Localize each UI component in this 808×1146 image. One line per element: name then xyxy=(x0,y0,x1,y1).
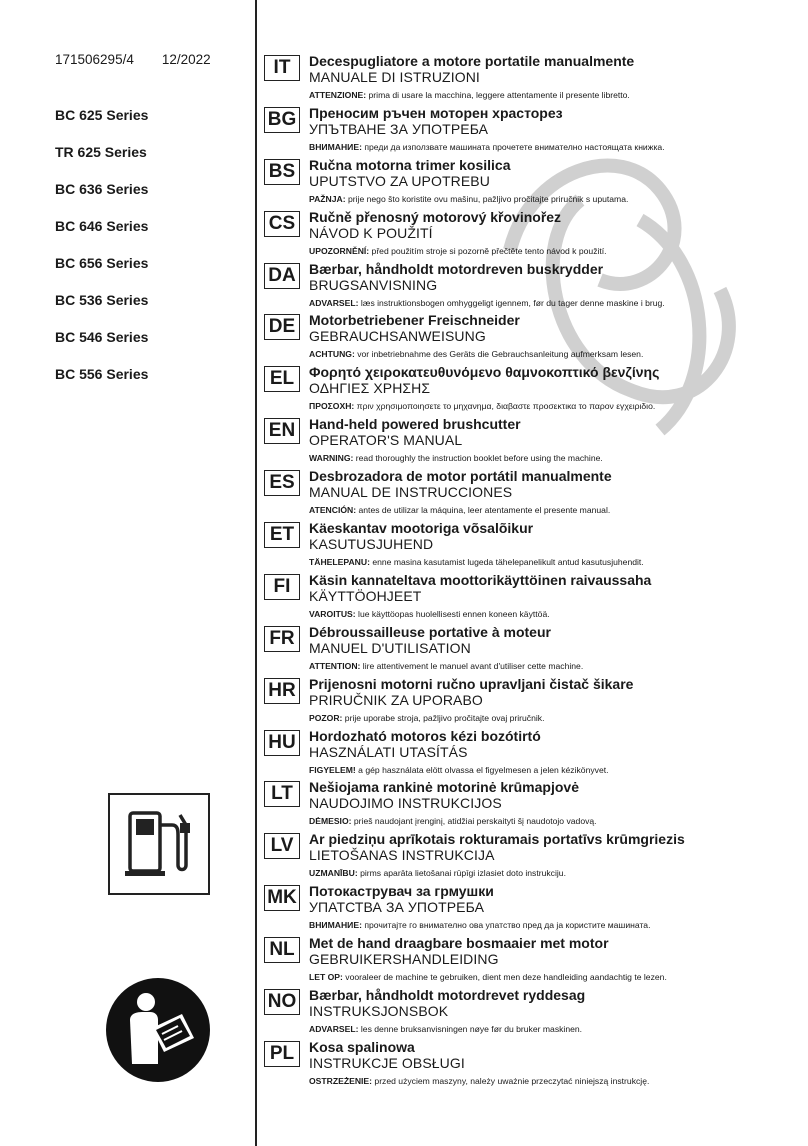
manual-title: УПЪТВАНЕ ЗА УПОТРЕБА xyxy=(309,120,489,137)
product-title: Débroussailleuse portative à moteur xyxy=(309,623,551,640)
manual-title: LIETOŠANAS INSTRUKCIJA xyxy=(309,847,495,864)
language-code: ET xyxy=(264,522,300,548)
column-divider xyxy=(255,0,257,1146)
language-code: CS xyxy=(264,211,300,237)
language-block-pl xyxy=(264,1039,804,1091)
warning-note xyxy=(309,557,644,567)
warning-label: PAŽNJA: xyxy=(309,193,346,204)
document-reference xyxy=(55,52,239,67)
warning-note xyxy=(309,920,650,930)
series-item: BC 656 Series xyxy=(55,255,149,271)
warning-note xyxy=(309,142,665,152)
document-date: 12/2022 xyxy=(161,52,211,67)
warning-label: ADVARSEL: xyxy=(309,1024,359,1035)
document-number: 171506295/4 xyxy=(55,52,134,67)
language-code: IT xyxy=(264,55,300,81)
language-code: EN xyxy=(264,418,300,444)
language-block-en xyxy=(264,416,804,468)
language-block-nl xyxy=(264,935,804,987)
warning-text: прочитајте го внимателно ова упатство пред да ја користите машината. xyxy=(361,920,651,931)
language-block-cs xyxy=(264,209,804,261)
language-block-mk xyxy=(264,883,804,935)
language-code: FI xyxy=(264,574,300,600)
warning-text: prieš naudojant įrenginį, atidžiai perskaityti šį naudotojo vadovą. xyxy=(351,816,597,827)
warning-text: les denne bruksanvisningen nøye før du bruker maskinen. xyxy=(358,1024,583,1035)
manual-title: HASZNÁLATI UTASÍTÁS xyxy=(309,743,468,760)
language-code: EL xyxy=(264,366,300,392)
manual-title: KASUTUSJUHEND xyxy=(309,536,434,553)
warning-note xyxy=(309,609,550,619)
product-title: Käsin kannateltava moottorikäyttöinen raivaussaha xyxy=(309,571,652,588)
warning-note xyxy=(309,713,544,723)
warning-label: ВНИМАНИЕ: xyxy=(309,141,362,152)
warning-label: DĖMESIO: xyxy=(309,816,352,827)
product-title: Hand-held powered brushcutter xyxy=(309,416,521,433)
warning-note xyxy=(309,90,630,100)
read-manual-icon xyxy=(106,978,210,1082)
series-item: BC 636 Series xyxy=(55,181,149,197)
language-block-fr xyxy=(264,624,804,676)
language-code: DA xyxy=(264,263,300,289)
manual-title: INSTRUKCJE OBSŁUGI xyxy=(309,1054,465,1071)
language-block-es xyxy=(264,468,804,520)
product-title: Hordozható motoros kézi bozótirtó xyxy=(309,727,541,744)
series-item: BC 556 Series xyxy=(55,366,149,382)
product-title: Nešiojama rankinė motorinė krūmapjovė xyxy=(309,779,579,796)
manual-title: GEBRAUCHSANWEISUNG xyxy=(309,328,486,345)
language-block-el xyxy=(264,364,804,416)
warning-text: enne masina kasutamist lugeda tähelepanelikult antud kasutusjuhendit. xyxy=(369,557,644,568)
language-block-no xyxy=(264,987,804,1039)
series-item: BC 646 Series xyxy=(55,218,149,234)
warning-label: UZMANĪBU: xyxy=(309,868,358,879)
product-title: Met de hand draagbare bosmaaier met motor xyxy=(309,935,609,952)
warning-label: TÄHELEPANU: xyxy=(309,557,370,568)
warning-label: ATTENTION: xyxy=(309,660,361,671)
warning-label: ATTENZIONE: xyxy=(309,90,367,100)
product-title: Prijenosni motorni ručno upravljani čistač šikare xyxy=(309,675,634,692)
manual-title: UPUTSTVO ZA UPOTREBU xyxy=(309,172,490,189)
warning-text: lire attentivement le manuel avant d'utiliser cette machine. xyxy=(360,660,584,671)
warning-label: VAROITUS: xyxy=(309,608,356,619)
series-item: BC 536 Series xyxy=(55,292,149,308)
manual-title: MANUEL D'UTILISATION xyxy=(309,639,471,656)
language-code: NO xyxy=(264,989,300,1015)
manual-title: BRUGSANVISNING xyxy=(309,276,438,293)
warning-text: преди да използвате машината прочетете внимателно настоящата книжка. xyxy=(361,141,665,152)
language-code: FR xyxy=(264,626,300,652)
warning-note xyxy=(309,349,643,359)
manual-title: OPERATOR'S MANUAL xyxy=(309,432,463,449)
warning-note xyxy=(309,868,566,878)
language-code: BS xyxy=(264,159,300,185)
warning-label: FIGYELEM! xyxy=(309,764,356,775)
language-code: ES xyxy=(264,470,300,496)
manual-title: GEBRUIKERSHANDLEIDING xyxy=(309,951,499,968)
warning-note xyxy=(309,661,583,671)
manual-title: ΟΔΗΓΙΕΣ ΧΡΗΣΗΣ xyxy=(309,380,431,397)
warning-text: antes de utilizar la máquina, leer atentamente el presente manual. xyxy=(356,505,611,516)
warning-text: przed użyciem maszyny, należy uważnie przeczytać niniejszą instrukcję. xyxy=(372,1075,650,1086)
language-code: HU xyxy=(264,730,300,756)
language-block-bg xyxy=(264,105,804,157)
language-block-hr xyxy=(264,676,804,728)
product-title: Φορητό χειροκατευθυνόμενο θαμνοκοπτικό βενζίνης xyxy=(309,364,660,381)
warning-text: πριν χρησιμοποιησετε το μηχανημα, διαβαστε προσεκτικα το παρον εγχειριδιο. xyxy=(354,401,656,412)
product-title: Bærbar, håndholdt motordrevet ryddesag xyxy=(309,987,586,1004)
fuel-pump-icon xyxy=(108,793,210,895)
warning-label: ВНИМАНИЕ: xyxy=(309,920,362,931)
language-code: BG xyxy=(264,107,300,133)
language-block-lt xyxy=(264,779,804,831)
warning-text: læs instruktionsbogen omhyggeligt igennem, før du tager denne maskine i brug. xyxy=(358,297,665,308)
warning-note xyxy=(309,194,628,204)
warning-note xyxy=(309,1076,649,1086)
language-code: HR xyxy=(264,678,300,704)
series-item: BC 625 Series xyxy=(55,107,149,123)
warning-text: prije nego što koristite ovu mašinu, pažljivo pročitajte priručnik s uputama. xyxy=(345,193,629,204)
warning-note xyxy=(309,816,597,826)
language-block-lv xyxy=(264,831,804,883)
manual-title: NAUDOJIMO INSTRUKCIJOS xyxy=(309,795,502,812)
series-item: BC 546 Series xyxy=(55,329,149,345)
warning-note xyxy=(309,505,610,515)
warning-label: POZOR: xyxy=(309,712,343,723)
warning-note xyxy=(309,1024,582,1034)
warning-note xyxy=(309,972,667,982)
manual-title: NÁVOD K POUŽITÍ xyxy=(309,224,433,241)
product-title: Kosa spalinowa xyxy=(309,1038,415,1055)
language-code: NL xyxy=(264,937,300,963)
manual-title: MANUALE DI ISTRUZIONI xyxy=(309,69,480,85)
warning-label: WARNING: xyxy=(309,453,354,464)
language-code: DE xyxy=(264,314,300,340)
product-title: Bærbar, håndholdt motordreven buskrydder xyxy=(309,260,604,277)
warning-label: ADVARSEL: xyxy=(309,297,359,308)
language-code: MK xyxy=(264,885,300,911)
warning-text: pirms aparāta lietošanai rūpīgi izlasiet doto instrukciju. xyxy=(357,868,566,879)
language-block-fi xyxy=(264,572,804,624)
product-title: Desbrozadora de motor portátil manualmente xyxy=(309,468,612,485)
warning-note xyxy=(309,298,665,308)
product-title: Ručna motorna trimer kosilica xyxy=(309,156,511,173)
product-title: Käeskantav mootoriga võsalõikur xyxy=(309,520,534,537)
warning-label: ACHTUNG: xyxy=(309,349,355,360)
warning-label: ATENCIÓN: xyxy=(309,505,357,516)
warning-note xyxy=(309,246,607,256)
series-item: TR 625 Series xyxy=(55,144,147,160)
warning-text: vor inbetriebnahme des Geräts die Gebrauchsanleitung aufmerksam lesen. xyxy=(354,349,644,360)
product-title: Потокаструвач за грмушки xyxy=(309,883,494,900)
warning-text: vooraleer de machine te gebruiken, dient men deze handleiding aandachtig te lezen. xyxy=(342,972,667,983)
manual-title: INSTRUKSJONSBOK xyxy=(309,1003,449,1020)
language-block-bs xyxy=(264,157,804,209)
warning-label: ΠΡΟΣΟΧΗ: xyxy=(309,401,355,412)
warning-text: read thoroughly the instruction booklet before using the machine. xyxy=(353,453,603,464)
model-series-list xyxy=(55,105,148,401)
product-title: Decespugliatore a motore portatile manualmente xyxy=(309,53,635,69)
language-list xyxy=(264,53,804,1091)
manual-title: KÄYTTÖOHJEET xyxy=(309,587,422,604)
warning-note xyxy=(309,453,603,463)
language-code: LV xyxy=(264,833,300,859)
product-title: Ar piedziņu aprīkotais rokturamais portatīvs krūmgriezis xyxy=(309,831,685,848)
warning-text: lue käyttöopas huolellisesti ennen koneen käyttöä. xyxy=(355,608,550,619)
warning-text: a gép használata elött olvassa el figyelmesen a jelen kézikönyvet. xyxy=(355,764,609,775)
warning-text: před použitím stroje si pozorně přečtěte tento návod k použití. xyxy=(369,245,607,256)
language-code: LT xyxy=(264,781,300,807)
warning-label: UPOZORNĚNÍ: xyxy=(309,245,370,256)
manual-title: УПАТСТВА ЗА УПОТРЕБА xyxy=(309,899,485,916)
warning-note xyxy=(309,401,655,411)
language-block-et xyxy=(264,520,804,572)
language-block-it xyxy=(264,53,804,105)
manual-title: PRIRUČNIK ZA UPORABO xyxy=(309,691,483,708)
manual-title: MANUAL DE INSTRUCCIONES xyxy=(309,484,513,501)
warning-label: OSTRZEŻENIE: xyxy=(309,1075,373,1086)
product-title: Motorbetriebener Freischneider xyxy=(309,312,520,329)
language-block-de xyxy=(264,312,804,364)
language-code: PL xyxy=(264,1041,300,1067)
warning-note xyxy=(309,765,609,775)
language-block-hu xyxy=(264,728,804,780)
warning-text: prima di usare la macchina, leggere attentamente il presente libretto. xyxy=(366,90,630,100)
language-block-da xyxy=(264,261,804,313)
product-title: Ručně přenosný motorový křovinořez xyxy=(309,208,562,225)
product-title: Преносим ръчен моторен храсторез xyxy=(309,104,563,121)
warning-text: prije uporabe stroja, pažljivo pročitajte ovaj priručnik. xyxy=(342,712,545,723)
warning-label: LET OP: xyxy=(309,972,343,983)
